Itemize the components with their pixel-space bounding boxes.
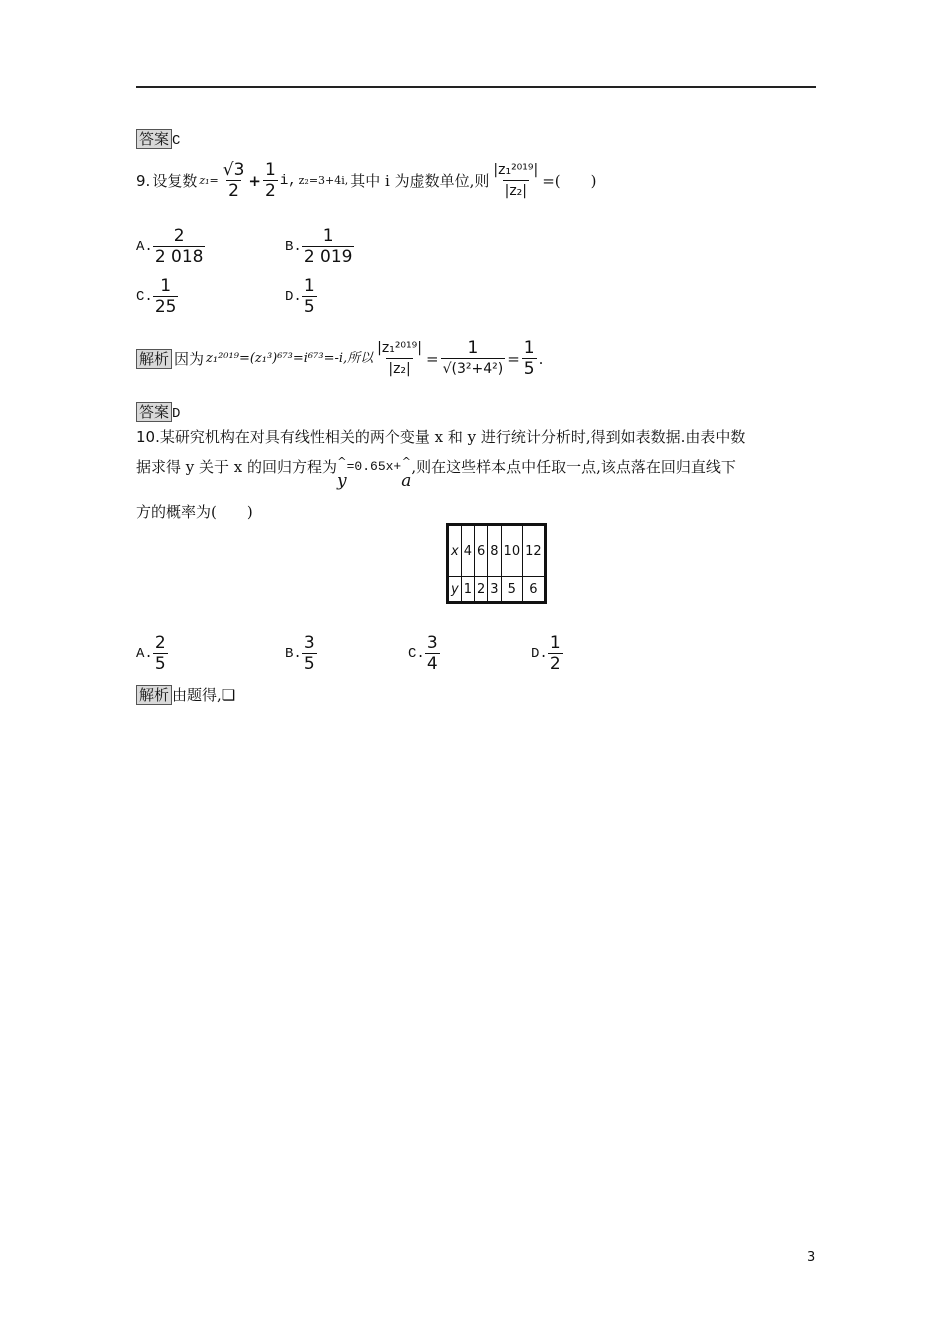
solution-fraction-modulus (375, 338, 424, 379)
denominator: 2 (228, 181, 239, 201)
solution-9 (136, 338, 543, 379)
option-c (136, 276, 178, 317)
numerator: 3 (426, 633, 438, 653)
question-stem: 设复数 (152, 171, 198, 190)
answer-value: D (172, 406, 181, 422)
solution-tag: 解析 (136, 349, 172, 369)
fraction-1-over-2 (263, 160, 278, 201)
question-10-line-1 (136, 426, 745, 448)
option-b (285, 226, 354, 267)
question-9 (136, 160, 597, 201)
question-stem-tail: ,则在这些样本点中任取一点,该点落在回归直线下 (411, 458, 736, 476)
denominator: 25 (154, 297, 177, 317)
denominator: 5 (303, 297, 315, 317)
regression-equation: =0.65x+ (346, 459, 402, 474)
numerator: |z₁²⁰¹⁹| (377, 340, 422, 356)
a-hat (401, 456, 411, 494)
question-number: 10. (136, 428, 160, 446)
y-symbol: y (337, 471, 347, 491)
i-unit: i, (279, 172, 297, 189)
question-stem: 据求得 y 关于 x 的回归方程为 (136, 458, 338, 476)
question-10-line-2 (136, 456, 736, 494)
hat-symbol: ^ (401, 455, 411, 468)
option-b (285, 633, 317, 674)
answer-blank: =( ) (542, 171, 597, 190)
numerator: 1 (467, 338, 479, 358)
numerator: √3 (222, 160, 245, 180)
denominator: 2 018 (154, 247, 204, 267)
solution-10 (136, 684, 235, 706)
option-label: A. (136, 238, 153, 255)
numerator: 1 (322, 226, 334, 246)
page-number: 3 (807, 1250, 816, 1265)
denominator: 2 (264, 181, 276, 201)
option-c (408, 633, 440, 674)
option-label: C. (136, 288, 153, 305)
numerator: 2 (173, 226, 185, 246)
option-fraction (153, 276, 179, 317)
solution-tag: 解析 (136, 685, 172, 705)
table-cell: 10 (501, 525, 523, 577)
denominator: 5 (523, 359, 535, 379)
numerator: 1 (523, 338, 535, 358)
option-d (285, 276, 317, 317)
answer-9 (136, 401, 180, 425)
denominator: 2 (549, 654, 561, 674)
plus-sign: + (248, 171, 261, 190)
option-fraction (302, 226, 355, 267)
denominator: 5 (154, 654, 166, 674)
option-fraction (425, 633, 440, 674)
numerator: 2 (154, 633, 166, 653)
table-row-y (448, 577, 546, 603)
option-label: A. (136, 645, 153, 662)
answer-value: C (172, 133, 181, 149)
table-cell: 3 (488, 577, 501, 603)
z1-label: z₁= (199, 173, 219, 187)
table-cell: 2 (474, 577, 487, 603)
data-table (446, 523, 547, 604)
numerator: |z₁²⁰¹⁹| (493, 162, 539, 178)
question-stem-tail: 其中 i 为虚数单位,则 (350, 171, 490, 190)
question-number: 9. (136, 171, 151, 190)
option-label: D. (531, 645, 548, 662)
question-stem: 某研究机构在对具有线性相关的两个变量 x 和 y 进行统计分析时,得到如表数据.由表中数 (159, 428, 746, 446)
denominator: 5 (303, 654, 315, 674)
denominator: √(3²+4²) (441, 358, 506, 379)
equals-sign: = (425, 349, 439, 368)
option-fraction (153, 633, 168, 674)
y-hat (337, 456, 347, 494)
a-symbol: a (401, 471, 412, 491)
denominator: 2 019 (303, 247, 353, 267)
table-cell: y (448, 577, 462, 603)
numerator: 1 (160, 276, 172, 296)
denominator: |z₂| (386, 358, 412, 379)
answer-8 (136, 128, 180, 152)
numerator: 3 (303, 633, 315, 653)
equals-sign: = (507, 349, 520, 368)
numerator: 1 (549, 633, 561, 653)
option-a (136, 633, 168, 674)
period: . (538, 349, 544, 368)
option-d (531, 633, 563, 674)
option-fraction (302, 276, 317, 317)
table-cell: 4 (461, 525, 474, 577)
solution-expression: z₁²⁰¹⁹=(z₁³)⁶⁷³=i⁶⁷³=-i,所以 (206, 350, 374, 366)
denominator: |z₂| (503, 180, 529, 201)
solution-fraction-result (522, 338, 537, 379)
solution-fraction-sqrt (441, 338, 506, 379)
option-label: B. (285, 645, 302, 662)
answer-tag: 答案 (136, 129, 172, 149)
table-cell: 12 (523, 525, 546, 577)
modulus-ratio (491, 160, 540, 201)
table-cell: x (448, 525, 462, 577)
fraction-sqrt3-over-2 (221, 160, 247, 201)
denominator: 4 (426, 654, 438, 674)
option-label: D. (285, 288, 302, 305)
question-stem: 方的概率为( ) (136, 503, 253, 521)
z2-definition: z₂=3+4i, (298, 173, 349, 187)
option-fraction (302, 633, 317, 674)
solution-text: 因为 (174, 349, 205, 368)
option-fraction (153, 226, 206, 267)
hat-symbol: ^ (337, 455, 347, 468)
option-label: B. (285, 238, 302, 255)
table-row-x (448, 525, 546, 577)
option-label: C. (408, 645, 425, 662)
header-rule (136, 86, 816, 88)
data-table-wrapper (446, 523, 547, 604)
solution-text: 由题得,❏ (172, 686, 236, 704)
numerator: 1 (264, 160, 276, 180)
option-a (136, 226, 205, 267)
table-cell: 5 (501, 577, 523, 603)
question-10-line-3 (136, 501, 253, 523)
option-fraction (548, 633, 563, 674)
table-cell: 6 (523, 577, 546, 603)
table-cell: 1 (461, 577, 474, 603)
table-cell: 8 (488, 525, 501, 577)
table-cell: 6 (474, 525, 487, 577)
answer-tag: 答案 (136, 402, 172, 422)
numerator: 1 (303, 276, 315, 296)
